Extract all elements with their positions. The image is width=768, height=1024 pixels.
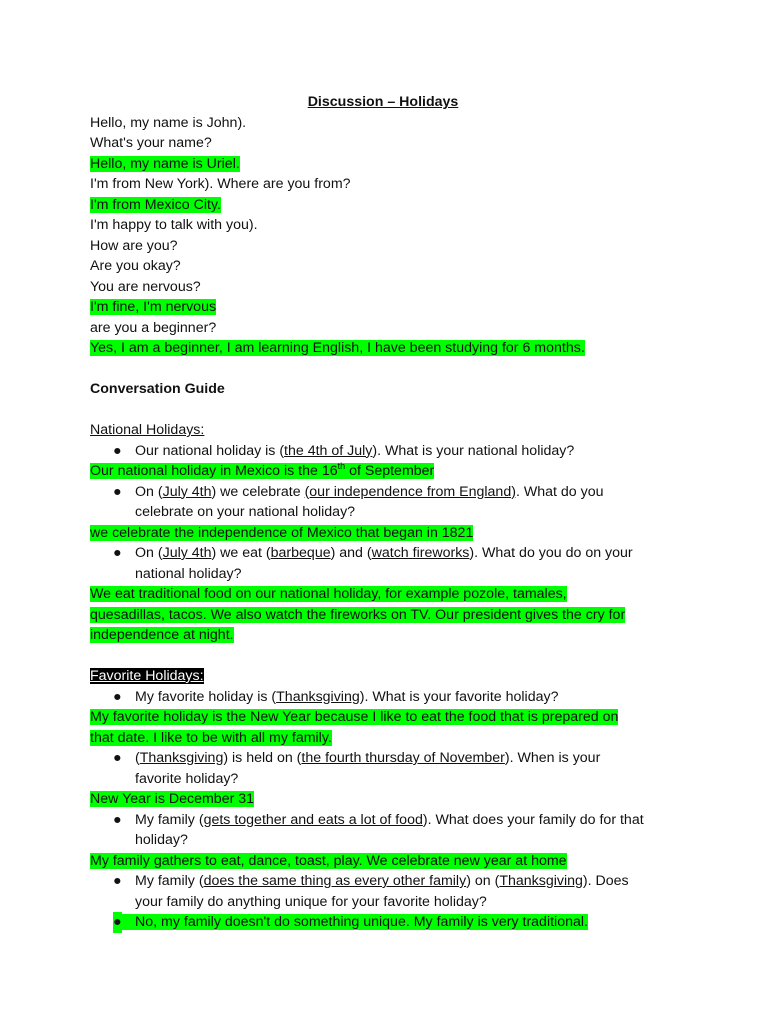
question-bullet: ● On (July 4th) we celebrate (our independence from England). What do you celebrate on your national holiday? [113,483,604,520]
page-title: Discussion – Holidays [307,94,459,110]
section-heading-national: National Holidays: [90,422,205,438]
answer-highlight: We eat traditional food on our national holiday, for example pozole, tamales, [90,586,567,602]
intro-line: What's your name? [90,135,212,151]
bullet-icon: ● [113,750,122,766]
section-heading-guide: Conversation Guide [90,381,225,397]
bullet-icon: ● [113,688,122,705]
intro-line: How are you? [90,237,178,254]
intro-line: are you a beginner? [90,319,217,336]
answer-bullet [90,912,690,933]
question-bullet: ● My family (gets together and eats a lot of food). What does your family do for that holiday? [113,811,644,848]
intro-line: Are you okay? [90,258,181,274]
section-heading-favorite: Favorite Holidays: [90,668,204,684]
bullet-icon: ● [113,811,122,828]
intro-line: Hello, my name is John). [90,114,247,131]
answer-highlight: quesadillas, tacos. We also watch the fireworks on TV. Our president gives the cry for [90,606,626,623]
answer-highlight: that date. I like to be with all my family. [90,729,332,746]
bullet-icon: ● [113,483,122,500]
answer-highlight: Our national holiday in Mexico is the 16th of September [90,461,435,479]
answer-highlight: I'm from Mexico City. [90,196,221,213]
intro-line: I'm from New York). Where are you from? [90,176,351,192]
intro-line: I'm happy to talk with you). [90,217,258,233]
answer-highlight: My favorite holiday is the New Year because I like to eat the food that is prepared on [90,709,619,725]
question-bullet: ● (Thanksgiving) is held on (the fourth thursday of November). When is your favorite holiday? [113,750,601,787]
question-bullet: ● My favorite holiday is (Thanksgiving). What is your favorite holiday? [90,687,690,708]
question-bullet: ● On (July 4th) we eat (barbeque) and (watch fireworks). What do you do on your national holiday? [113,545,633,582]
answer-highlight: I'm fine, I'm nervous [90,299,217,315]
question-bullet: ● Our national holiday is (the 4th of July). What is your national holiday? [90,441,690,462]
answer-highlight: Hello, my name is Uriel. [90,155,240,172]
question-bullet: ● My family (does the same thing as every other family) on (Thanksgiving). Does your family do anything unique for your favorite holiday? [113,873,629,910]
answer-highlight: we celebrate the independence of Mexico that began in 1821 [90,524,474,541]
document-body [90,92,690,933]
answer-highlight: Yes, I am a beginner, I am learning English, I have been studying for 6 months. [90,340,585,356]
answer-highlight: My family gathers to eat, dance, toast, play. We celebrate new year at home [90,852,567,869]
bullet-icon: ● [113,912,122,933]
bullet-icon: ● [113,545,122,561]
bullet-icon: ● [113,873,122,889]
bullet-icon: ● [113,442,122,459]
answer-highlight: independence at night. [90,627,234,643]
answer-highlight: New Year is December 31 [90,791,255,807]
answer-highlight: No, my family doesn't do something unique. My family is very traditional. [113,914,588,930]
intro-line: You are nervous? [90,278,201,295]
